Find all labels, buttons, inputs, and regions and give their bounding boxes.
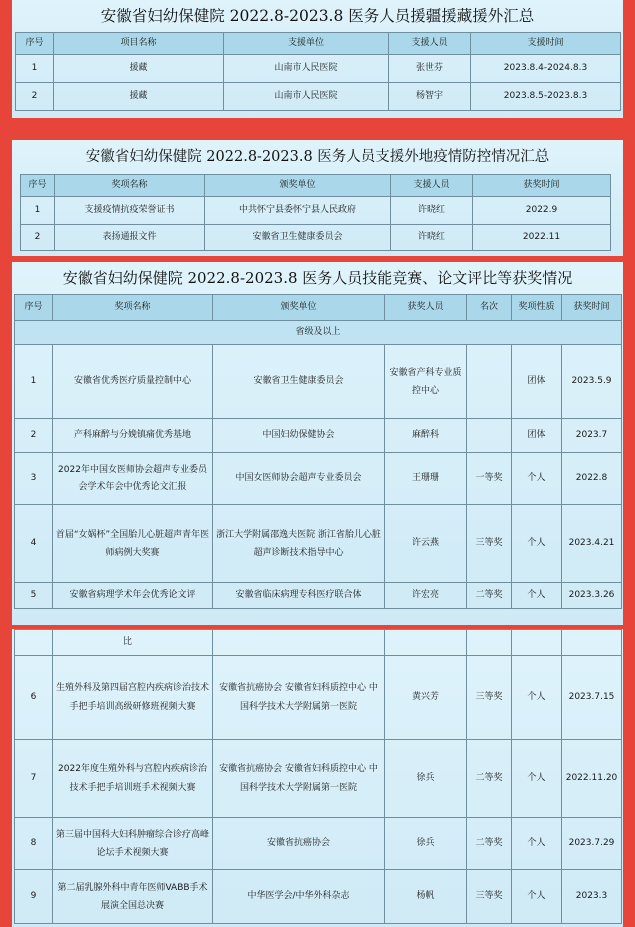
table4 xyxy=(14,629,622,924)
table-row xyxy=(15,453,622,505)
cell: 2023.7.29 xyxy=(562,818,622,870)
cell: 2023.4.21 xyxy=(562,505,622,583)
header-cell: 支援人员 xyxy=(389,33,471,55)
cell: 2023.3 xyxy=(562,870,622,924)
header-cell: 颁奖单位 xyxy=(213,295,385,321)
header-cell: 序号 xyxy=(21,175,55,197)
header-cell: 名次 xyxy=(467,295,512,321)
cell: 7 xyxy=(15,740,53,818)
cell: 2022.11 xyxy=(473,225,611,251)
table3 xyxy=(14,294,622,609)
cell: 2023.3.26 xyxy=(562,583,622,609)
table2-title: 安徽省妇幼保健院 2022.8-2023.8 医务人员支援外地疫情防控情况汇总 xyxy=(85,149,550,165)
table-row xyxy=(15,345,622,419)
cell: 2022.8 xyxy=(562,453,622,505)
cell: 2023.7 xyxy=(562,419,622,453)
cell: 安徽省抗癌协会 xyxy=(213,818,385,870)
cell: 许晓红 xyxy=(391,197,473,225)
cell: 安徽省优秀医疗质量控制中心 xyxy=(53,345,213,419)
cell: 许云燕 xyxy=(385,505,467,583)
cell: 二等奖 xyxy=(467,818,512,870)
table-row xyxy=(15,740,622,818)
cell: 个人 xyxy=(512,656,562,740)
cell: 5 xyxy=(15,583,53,609)
cell: 二等奖 xyxy=(467,583,512,609)
cell: 表扬通报文件 xyxy=(55,225,205,251)
table1-title: 安徽省妇幼保健院 2022.8-2023.8 医务人员援疆援藏援外汇总 xyxy=(100,7,535,25)
cell: 杨帆 xyxy=(385,870,467,924)
cell: 徐兵 xyxy=(385,740,467,818)
cell: 许宏亮 xyxy=(385,583,467,609)
cell: 首届“女娲杯”全国胎儿心脏超声青年医师病例大奖赛 xyxy=(53,505,213,583)
table-row xyxy=(15,583,622,609)
header-cell: 支援人员 xyxy=(391,175,473,197)
panel-awards xyxy=(12,262,623,625)
table-row xyxy=(15,818,622,870)
cell: 山南市人民医院 xyxy=(224,55,389,83)
cell: 中共怀宁县委怀宁县人民政府 xyxy=(205,197,391,225)
cell: 团体 xyxy=(512,419,562,453)
cell: 个人 xyxy=(512,453,562,505)
cell: 安徽省卫生健康委员会 xyxy=(213,345,385,419)
cell: 安徽省产科专业质控中心 xyxy=(385,345,467,419)
cell: 个人 xyxy=(512,870,562,924)
cell: 二等奖 xyxy=(467,740,512,818)
table-row xyxy=(15,870,622,924)
cell: 第三届中国科大妇科肿瘤综合诊疗高峰论坛手术视频大赛 xyxy=(53,818,213,870)
table-row xyxy=(15,656,622,740)
cell: 6 xyxy=(15,656,53,740)
header-cell: 获奖时间 xyxy=(562,295,622,321)
header-cell: 项目名称 xyxy=(54,33,224,55)
cell: 安徽省卫生健康委员会 xyxy=(205,225,391,251)
cell: 援藏 xyxy=(54,83,224,111)
header-cell: 颁奖单位 xyxy=(205,175,391,197)
cell: 1 xyxy=(21,197,55,225)
header-cell: 获奖时间 xyxy=(473,175,611,197)
table2 xyxy=(20,174,611,251)
table1 xyxy=(15,32,621,111)
cell: 援藏 xyxy=(54,55,224,83)
cell: 王珊珊 xyxy=(385,453,467,505)
cell: 安徽省临床病理专科医疗联合体 xyxy=(213,583,385,609)
cell: 4 xyxy=(15,505,53,583)
cell: 三等奖 xyxy=(467,505,512,583)
cell: 中华医学会/中华外科杂志 xyxy=(213,870,385,924)
table3-title: 安徽省妇幼保健院 2022.8-2023.8 医务人员技能竞赛、论文评比等获奖情况 xyxy=(62,269,573,287)
cell: 中国女医师协会超声专业委员会 xyxy=(213,453,385,505)
cell: 2022年中国女医师协会超声专业委员会学术年会中优秀论文汇报 xyxy=(53,453,213,505)
cell: 许晓红 xyxy=(391,225,473,251)
cell: 2023.5.9 xyxy=(562,345,622,419)
cell: 2 xyxy=(16,83,54,111)
cell: 生殖外科及第四届宫腔内疾病诊治技术手把手培训高级研修班视频大赛 xyxy=(53,656,213,740)
cell: 安徽省抗癌协会 安徽省妇科质控中心 中国科学技术大学附属第一医院 xyxy=(213,740,385,818)
cell: 2 xyxy=(21,225,55,251)
cell: 浙江大学附属邵逸夫医院 浙江省胎儿心脏超声诊断技术指导中心 xyxy=(213,505,385,583)
cell: 麻醉科 xyxy=(385,419,467,453)
cell: 支援疫情抗疫荣誉证书 xyxy=(55,197,205,225)
cell: 1 xyxy=(16,55,54,83)
table-row xyxy=(21,225,611,251)
cell: 山南市人民医院 xyxy=(224,83,389,111)
cell: 团体 xyxy=(512,345,562,419)
cell: 2022.11.20 xyxy=(562,740,622,818)
panel-aid-summary xyxy=(12,0,623,118)
header-cell: 获奖人员 xyxy=(385,295,467,321)
cell: 个人 xyxy=(512,740,562,818)
continued-label: 比 xyxy=(53,630,213,656)
cell xyxy=(467,345,512,419)
header-cell: 奖项名称 xyxy=(53,295,213,321)
cell: 2022.9 xyxy=(473,197,611,225)
cell: 三等奖 xyxy=(467,656,512,740)
header-cell: 奖项性质 xyxy=(512,295,562,321)
cell: 个人 xyxy=(512,505,562,583)
header-cell: 支援时间 xyxy=(471,33,621,55)
cell: 黄兴芳 xyxy=(385,656,467,740)
cell: 2022年度生殖外科与宫腔内疾病诊治技术手把手培训班手术视频大赛 xyxy=(53,740,213,818)
cell: 一等奖 xyxy=(467,453,512,505)
cell: 个人 xyxy=(512,583,562,609)
cell: 2023.8.5-2023.8.3 xyxy=(471,83,621,111)
table-row xyxy=(15,419,622,453)
cell: 9 xyxy=(15,870,53,924)
cell: 3 xyxy=(15,453,53,505)
panel-awards-continued xyxy=(12,629,623,927)
cell: 安徽省病理学术年会优秀论文评 xyxy=(53,583,213,609)
table-row xyxy=(21,197,611,225)
cell: 8 xyxy=(15,818,53,870)
cell: 中国妇幼保健协会 xyxy=(213,419,385,453)
section-label: 省级及以上 xyxy=(15,321,622,345)
panel-epidemic-support xyxy=(12,140,623,256)
cell: 1 xyxy=(15,345,53,419)
cell: 2023.7.15 xyxy=(562,656,622,740)
cell: 产科麻醉与分娩镇痛优秀基地 xyxy=(53,419,213,453)
cell: 杨智宇 xyxy=(389,83,471,111)
header-cell: 序号 xyxy=(15,295,53,321)
cell: 张世芬 xyxy=(389,55,471,83)
header-cell: 序号 xyxy=(16,33,54,55)
header-cell: 奖项名称 xyxy=(55,175,205,197)
cell: 三等奖 xyxy=(467,870,512,924)
table-row xyxy=(16,83,621,111)
cell xyxy=(467,419,512,453)
table-row xyxy=(15,505,622,583)
cell: 安徽省抗癌协会 安徽省妇科质控中心 中国科学技术大学附属第一医院 xyxy=(213,656,385,740)
header-cell: 支援单位 xyxy=(224,33,389,55)
cell: 徐兵 xyxy=(385,818,467,870)
cell: 2023.8.4-2024.8.3 xyxy=(471,55,621,83)
table-row xyxy=(16,55,621,83)
cell: 个人 xyxy=(512,818,562,870)
cell: 2 xyxy=(15,419,53,453)
cell: 第二届乳腺外科中青年医师VABB手术展演全国总决赛 xyxy=(53,870,213,924)
